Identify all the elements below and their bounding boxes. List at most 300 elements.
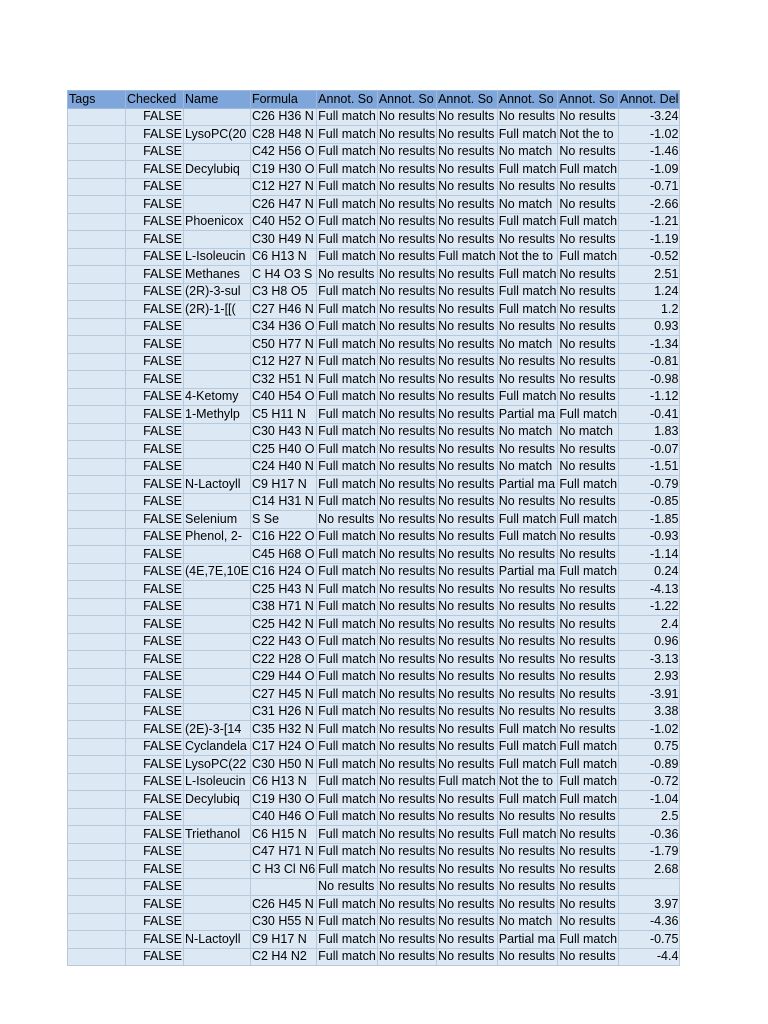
annot-source-3-cell[interactable]: No results <box>437 143 498 161</box>
header-annot-source-1[interactable]: Annot. So <box>317 91 378 109</box>
annot-source-1-cell[interactable]: Full match <box>317 318 378 336</box>
checked-cell[interactable]: FALSE <box>126 178 184 196</box>
annot-source-2-cell[interactable]: No results <box>377 703 436 721</box>
name-cell[interactable]: Methanes <box>184 266 251 284</box>
annot-source-5-cell[interactable]: No results <box>558 616 619 634</box>
name-cell[interactable]: 1-Methylp <box>184 406 251 424</box>
annot-delta-cell[interactable]: 0.24 <box>619 563 680 581</box>
tags-cell[interactable] <box>68 703 126 721</box>
checked-cell[interactable]: FALSE <box>126 826 184 844</box>
annot-source-1-cell[interactable]: No results <box>317 878 378 896</box>
annot-source-2-cell[interactable]: No results <box>377 598 436 616</box>
checked-cell[interactable]: FALSE <box>126 913 184 931</box>
annot-source-5-cell[interactable]: Full match <box>558 756 619 774</box>
annot-source-4-cell[interactable]: No results <box>497 353 558 371</box>
annot-source-5-cell[interactable]: No results <box>558 826 619 844</box>
checked-cell[interactable]: FALSE <box>126 353 184 371</box>
tags-cell[interactable] <box>68 458 126 476</box>
annot-source-2-cell[interactable]: No results <box>377 441 436 459</box>
tags-cell[interactable] <box>68 668 126 686</box>
checked-cell[interactable]: FALSE <box>126 703 184 721</box>
annot-source-1-cell[interactable]: Full match <box>317 423 378 441</box>
annot-source-3-cell[interactable]: No results <box>437 528 498 546</box>
formula-cell[interactable]: C27 H45 N <box>250 686 316 704</box>
name-cell[interactable] <box>184 108 251 126</box>
annot-source-1-cell[interactable]: Full match <box>317 406 378 424</box>
annot-source-1-cell[interactable]: Full match <box>317 528 378 546</box>
formula-cell[interactable]: C40 H54 O <box>250 388 316 406</box>
annot-source-5-cell[interactable]: No results <box>558 861 619 879</box>
annot-source-2-cell[interactable]: No results <box>377 948 436 966</box>
annot-delta-cell[interactable]: 3.38 <box>619 703 680 721</box>
annot-source-5-cell[interactable]: Full match <box>558 406 619 424</box>
name-cell[interactable] <box>184 668 251 686</box>
annot-source-2-cell[interactable]: No results <box>377 161 436 179</box>
annot-source-1-cell[interactable]: Full match <box>317 143 378 161</box>
annot-source-1-cell[interactable]: Full match <box>317 668 378 686</box>
annot-source-5-cell[interactable]: No results <box>558 441 619 459</box>
checked-cell[interactable]: FALSE <box>126 458 184 476</box>
tags-cell[interactable] <box>68 738 126 756</box>
annot-delta-cell[interactable]: -0.75 <box>619 931 680 949</box>
name-cell[interactable] <box>184 493 251 511</box>
formula-cell[interactable]: C30 H49 N <box>250 231 316 249</box>
formula-cell[interactable]: C26 H47 N <box>250 196 316 214</box>
checked-cell[interactable]: FALSE <box>126 931 184 949</box>
checked-cell[interactable]: FALSE <box>126 143 184 161</box>
name-cell[interactable] <box>184 948 251 966</box>
checked-cell[interactable]: FALSE <box>126 248 184 266</box>
name-cell[interactable] <box>184 143 251 161</box>
annot-source-3-cell[interactable]: No results <box>437 598 498 616</box>
annot-delta-cell[interactable]: -0.36 <box>619 826 680 844</box>
name-cell[interactable] <box>184 318 251 336</box>
checked-cell[interactable]: FALSE <box>126 598 184 616</box>
formula-cell[interactable]: C34 H36 O <box>250 318 316 336</box>
annot-source-1-cell[interactable]: Full match <box>317 353 378 371</box>
annot-source-4-cell[interactable]: Full match <box>497 826 558 844</box>
annot-source-2-cell[interactable]: No results <box>377 616 436 634</box>
annot-source-2-cell[interactable]: No results <box>377 196 436 214</box>
annot-delta-cell[interactable]: 2.5 <box>619 808 680 826</box>
annot-delta-cell[interactable]: -0.41 <box>619 406 680 424</box>
annot-source-3-cell[interactable]: No results <box>437 371 498 389</box>
annot-source-4-cell[interactable]: No results <box>497 633 558 651</box>
checked-cell[interactable]: FALSE <box>126 126 184 144</box>
checked-cell[interactable]: FALSE <box>126 808 184 826</box>
formula-cell[interactable]: C25 H42 N <box>250 616 316 634</box>
annot-source-1-cell[interactable]: Full match <box>317 721 378 739</box>
annot-source-4-cell[interactable]: No match <box>497 913 558 931</box>
annot-source-4-cell[interactable]: No results <box>497 808 558 826</box>
formula-cell[interactable]: C40 H52 O <box>250 213 316 231</box>
annot-source-2-cell[interactable]: No results <box>377 738 436 756</box>
tags-cell[interactable] <box>68 213 126 231</box>
formula-cell[interactable]: C25 H43 N <box>250 581 316 599</box>
annot-source-3-cell[interactable]: No results <box>437 441 498 459</box>
name-cell[interactable] <box>184 896 251 914</box>
annot-source-2-cell[interactable]: No results <box>377 231 436 249</box>
checked-cell[interactable]: FALSE <box>126 668 184 686</box>
formula-cell[interactable]: C50 H77 N <box>250 336 316 354</box>
formula-cell[interactable]: C6 H15 N <box>250 826 316 844</box>
name-cell[interactable]: LysoPC(20 <box>184 126 251 144</box>
name-cell[interactable] <box>184 196 251 214</box>
annot-source-3-cell[interactable]: No results <box>437 791 498 809</box>
annot-delta-cell[interactable]: -3.24 <box>619 108 680 126</box>
annot-source-3-cell[interactable]: No results <box>437 353 498 371</box>
annot-source-5-cell[interactable]: No results <box>558 353 619 371</box>
tags-cell[interactable] <box>68 843 126 861</box>
annot-delta-cell[interactable]: -4.4 <box>619 948 680 966</box>
name-cell[interactable] <box>184 878 251 896</box>
annot-source-3-cell[interactable]: Full match <box>437 773 498 791</box>
annot-source-2-cell[interactable]: No results <box>377 126 436 144</box>
annot-source-4-cell[interactable]: Full match <box>497 266 558 284</box>
annot-delta-cell[interactable]: -1.34 <box>619 336 680 354</box>
annot-source-5-cell[interactable]: Full match <box>558 161 619 179</box>
name-cell[interactable] <box>184 546 251 564</box>
annot-source-3-cell[interactable]: No results <box>437 161 498 179</box>
checked-cell[interactable]: FALSE <box>126 651 184 669</box>
annot-source-5-cell[interactable]: No results <box>558 598 619 616</box>
checked-cell[interactable]: FALSE <box>126 476 184 494</box>
annot-source-1-cell[interactable]: Full match <box>317 598 378 616</box>
annot-source-3-cell[interactable]: No results <box>437 878 498 896</box>
tags-cell[interactable] <box>68 563 126 581</box>
checked-cell[interactable]: FALSE <box>126 878 184 896</box>
annot-source-4-cell[interactable]: Partial ma <box>497 563 558 581</box>
annot-source-3-cell[interactable]: No results <box>437 738 498 756</box>
annot-source-2-cell[interactable]: No results <box>377 406 436 424</box>
formula-cell[interactable]: C6 H13 N <box>250 248 316 266</box>
name-cell[interactable] <box>184 178 251 196</box>
annot-source-4-cell[interactable]: No results <box>497 441 558 459</box>
annot-source-4-cell[interactable]: Partial ma <box>497 476 558 494</box>
annot-source-1-cell[interactable]: Full match <box>317 738 378 756</box>
formula-cell[interactable]: C H3 Cl N6 <box>250 861 316 879</box>
formula-cell[interactable]: C6 H13 N <box>250 773 316 791</box>
annot-source-1-cell[interactable]: Full match <box>317 651 378 669</box>
tags-cell[interactable] <box>68 178 126 196</box>
annot-source-3-cell[interactable]: No results <box>437 546 498 564</box>
annot-source-5-cell[interactable]: No results <box>558 388 619 406</box>
annot-source-2-cell[interactable]: No results <box>377 896 436 914</box>
annot-source-4-cell[interactable]: No results <box>497 651 558 669</box>
tags-cell[interactable] <box>68 423 126 441</box>
formula-cell[interactable]: C19 H30 O <box>250 791 316 809</box>
annot-delta-cell[interactable]: -0.81 <box>619 353 680 371</box>
annot-source-4-cell[interactable]: Full match <box>497 721 558 739</box>
annot-source-3-cell[interactable]: No results <box>437 388 498 406</box>
annot-source-4-cell[interactable]: No results <box>497 108 558 126</box>
annot-delta-cell[interactable]: 1.24 <box>619 283 680 301</box>
annot-source-3-cell[interactable]: No results <box>437 948 498 966</box>
annot-delta-cell[interactable]: -4.36 <box>619 913 680 931</box>
annot-source-4-cell[interactable]: No results <box>497 843 558 861</box>
annot-source-2-cell[interactable]: No results <box>377 826 436 844</box>
annot-source-3-cell[interactable]: No results <box>437 826 498 844</box>
formula-cell[interactable]: C12 H27 N <box>250 353 316 371</box>
annot-source-2-cell[interactable]: No results <box>377 108 436 126</box>
tags-cell[interactable] <box>68 126 126 144</box>
annot-delta-cell[interactable]: -1.19 <box>619 231 680 249</box>
checked-cell[interactable]: FALSE <box>126 791 184 809</box>
annot-source-2-cell[interactable]: No results <box>377 878 436 896</box>
tags-cell[interactable] <box>68 721 126 739</box>
annot-source-5-cell[interactable]: Full match <box>558 563 619 581</box>
annot-delta-cell[interactable]: 0.93 <box>619 318 680 336</box>
annot-source-2-cell[interactable]: No results <box>377 336 436 354</box>
name-cell[interactable]: Cyclandela <box>184 738 251 756</box>
annot-source-5-cell[interactable]: No results <box>558 283 619 301</box>
annot-source-5-cell[interactable]: No results <box>558 581 619 599</box>
annot-source-5-cell[interactable]: No results <box>558 668 619 686</box>
name-cell[interactable] <box>184 913 251 931</box>
annot-source-4-cell[interactable]: No results <box>497 896 558 914</box>
annot-source-5-cell[interactable]: No results <box>558 843 619 861</box>
annot-source-1-cell[interactable]: Full match <box>317 843 378 861</box>
tags-cell[interactable] <box>68 108 126 126</box>
annot-source-5-cell[interactable]: No results <box>558 493 619 511</box>
annot-source-5-cell[interactable]: No results <box>558 178 619 196</box>
annot-source-3-cell[interactable]: No results <box>437 213 498 231</box>
formula-cell[interactable]: C28 H48 N <box>250 126 316 144</box>
annot-source-4-cell[interactable]: No results <box>497 546 558 564</box>
annot-source-5-cell[interactable]: Full match <box>558 248 619 266</box>
formula-cell[interactable]: C2 H4 N2 <box>250 948 316 966</box>
annot-source-4-cell[interactable]: No results <box>497 616 558 634</box>
annot-source-1-cell[interactable]: Full match <box>317 388 378 406</box>
annot-source-4-cell[interactable]: No results <box>497 861 558 879</box>
annot-source-1-cell[interactable]: Full match <box>317 196 378 214</box>
tags-cell[interactable] <box>68 616 126 634</box>
annot-source-2-cell[interactable]: No results <box>377 931 436 949</box>
annot-source-4-cell[interactable]: No results <box>497 371 558 389</box>
annot-source-1-cell[interactable]: Full match <box>317 861 378 879</box>
annot-source-2-cell[interactable]: No results <box>377 808 436 826</box>
annot-source-3-cell[interactable]: No results <box>437 283 498 301</box>
tags-cell[interactable] <box>68 581 126 599</box>
annot-source-1-cell[interactable]: Full match <box>317 371 378 389</box>
checked-cell[interactable]: FALSE <box>126 318 184 336</box>
annot-source-4-cell[interactable]: No match <box>497 423 558 441</box>
annot-source-5-cell[interactable]: No results <box>558 948 619 966</box>
annot-delta-cell[interactable]: 2.51 <box>619 266 680 284</box>
header-checked[interactable]: Checked <box>126 91 184 109</box>
annot-source-5-cell[interactable]: No results <box>558 231 619 249</box>
name-cell[interactable] <box>184 651 251 669</box>
annot-source-1-cell[interactable]: Full match <box>317 301 378 319</box>
annot-source-4-cell[interactable]: No results <box>497 668 558 686</box>
annot-source-3-cell[interactable]: No results <box>437 861 498 879</box>
tags-cell[interactable] <box>68 826 126 844</box>
annot-source-1-cell[interactable]: Full match <box>317 493 378 511</box>
annot-delta-cell[interactable]: 1.83 <box>619 423 680 441</box>
checked-cell[interactable]: FALSE <box>126 511 184 529</box>
annot-source-2-cell[interactable]: No results <box>377 721 436 739</box>
formula-cell[interactable]: C29 H44 O <box>250 668 316 686</box>
name-cell[interactable] <box>184 441 251 459</box>
annot-source-3-cell[interactable]: No results <box>437 896 498 914</box>
annot-source-4-cell[interactable]: No results <box>497 178 558 196</box>
checked-cell[interactable]: FALSE <box>126 108 184 126</box>
annot-source-5-cell[interactable]: Full match <box>558 791 619 809</box>
header-annot-source-4[interactable]: Annot. So <box>497 91 558 109</box>
checked-cell[interactable]: FALSE <box>126 423 184 441</box>
annot-source-5-cell[interactable]: No results <box>558 266 619 284</box>
annot-source-3-cell[interactable]: No results <box>437 581 498 599</box>
annot-source-1-cell[interactable]: Full match <box>317 913 378 931</box>
annot-source-1-cell[interactable]: Full match <box>317 948 378 966</box>
annot-source-4-cell[interactable]: Partial ma <box>497 406 558 424</box>
checked-cell[interactable]: FALSE <box>126 528 184 546</box>
annot-source-4-cell[interactable]: Not the to <box>497 773 558 791</box>
annot-source-3-cell[interactable]: No results <box>437 616 498 634</box>
header-annot-delta[interactable]: Annot. Del <box>619 91 680 109</box>
annot-source-5-cell[interactable]: No results <box>558 633 619 651</box>
annot-source-3-cell[interactable]: No results <box>437 178 498 196</box>
annot-delta-cell[interactable]: 2.68 <box>619 861 680 879</box>
annot-source-1-cell[interactable]: Full match <box>317 791 378 809</box>
annot-source-5-cell[interactable]: No results <box>558 196 619 214</box>
annot-source-2-cell[interactable]: No results <box>377 476 436 494</box>
annot-source-1-cell[interactable]: Full match <box>317 231 378 249</box>
annot-source-5-cell[interactable]: Full match <box>558 511 619 529</box>
formula-cell[interactable]: C24 H40 N <box>250 458 316 476</box>
annot-source-2-cell[interactable]: No results <box>377 493 436 511</box>
tags-cell[interactable] <box>68 388 126 406</box>
annot-source-3-cell[interactable]: No results <box>437 563 498 581</box>
annot-source-3-cell[interactable]: No results <box>437 633 498 651</box>
tags-cell[interactable] <box>68 301 126 319</box>
tags-cell[interactable] <box>68 371 126 389</box>
annot-source-3-cell[interactable]: No results <box>437 336 498 354</box>
annot-source-5-cell[interactable]: No results <box>558 913 619 931</box>
annot-source-1-cell[interactable]: Full match <box>317 476 378 494</box>
annot-source-3-cell[interactable]: No results <box>437 196 498 214</box>
name-cell[interactable]: Phoenicox <box>184 213 251 231</box>
annot-source-4-cell[interactable]: Full match <box>497 528 558 546</box>
checked-cell[interactable]: FALSE <box>126 213 184 231</box>
name-cell[interactable] <box>184 633 251 651</box>
checked-cell[interactable]: FALSE <box>126 773 184 791</box>
annot-source-1-cell[interactable]: Full match <box>317 441 378 459</box>
annot-source-3-cell[interactable]: No results <box>437 756 498 774</box>
name-cell[interactable] <box>184 336 251 354</box>
annot-delta-cell[interactable]: 3.97 <box>619 896 680 914</box>
annot-source-1-cell[interactable]: Full match <box>317 773 378 791</box>
annot-source-5-cell[interactable]: No results <box>558 808 619 826</box>
tags-cell[interactable] <box>68 791 126 809</box>
annot-source-1-cell[interactable]: Full match <box>317 213 378 231</box>
name-cell[interactable] <box>184 598 251 616</box>
checked-cell[interactable]: FALSE <box>126 616 184 634</box>
annot-delta-cell[interactable]: -0.98 <box>619 371 680 389</box>
annot-delta-cell[interactable]: -1.85 <box>619 511 680 529</box>
formula-cell[interactable]: C14 H31 N <box>250 493 316 511</box>
annot-source-2-cell[interactable]: No results <box>377 668 436 686</box>
annot-source-2-cell[interactable]: No results <box>377 248 436 266</box>
annot-delta-cell[interactable]: -1.79 <box>619 843 680 861</box>
annot-source-3-cell[interactable]: No results <box>437 266 498 284</box>
tags-cell[interactable] <box>68 441 126 459</box>
tags-cell[interactable] <box>68 406 126 424</box>
annot-delta-cell[interactable]: -3.91 <box>619 686 680 704</box>
name-cell[interactable]: (2R)-1-[[( <box>184 301 251 319</box>
annot-delta-cell[interactable] <box>619 878 680 896</box>
annot-source-5-cell[interactable]: No results <box>558 108 619 126</box>
annot-source-4-cell[interactable]: No results <box>497 493 558 511</box>
name-cell[interactable] <box>184 616 251 634</box>
formula-cell[interactable]: C9 H17 N <box>250 931 316 949</box>
name-cell[interactable] <box>184 808 251 826</box>
annot-source-1-cell[interactable]: No results <box>317 511 378 529</box>
formula-cell[interactable]: C30 H50 N <box>250 756 316 774</box>
checked-cell[interactable]: FALSE <box>126 371 184 389</box>
annot-source-3-cell[interactable]: No results <box>437 686 498 704</box>
annot-source-3-cell[interactable]: No results <box>437 493 498 511</box>
formula-cell[interactable]: C17 H24 O <box>250 738 316 756</box>
annot-delta-cell[interactable]: 2.93 <box>619 668 680 686</box>
tags-cell[interactable] <box>68 476 126 494</box>
annot-source-5-cell[interactable]: No results <box>558 336 619 354</box>
checked-cell[interactable]: FALSE <box>126 546 184 564</box>
name-cell[interactable]: L-Isoleucin <box>184 773 251 791</box>
tags-cell[interactable] <box>68 861 126 879</box>
annot-source-4-cell[interactable]: No results <box>497 703 558 721</box>
formula-cell[interactable]: C19 H30 O <box>250 161 316 179</box>
annot-source-1-cell[interactable]: Full match <box>317 616 378 634</box>
checked-cell[interactable]: FALSE <box>126 161 184 179</box>
annot-source-5-cell[interactable]: Full match <box>558 476 619 494</box>
annot-delta-cell[interactable]: -1.14 <box>619 546 680 564</box>
checked-cell[interactable]: FALSE <box>126 563 184 581</box>
checked-cell[interactable]: FALSE <box>126 843 184 861</box>
header-annot-source-3[interactable]: Annot. So <box>437 91 498 109</box>
annot-source-3-cell[interactable]: No results <box>437 721 498 739</box>
annot-source-5-cell[interactable]: No results <box>558 896 619 914</box>
annot-source-1-cell[interactable]: Full match <box>317 686 378 704</box>
annot-source-3-cell[interactable]: Full match <box>437 248 498 266</box>
header-formula[interactable]: Formula <box>250 91 316 109</box>
annot-source-2-cell[interactable]: No results <box>377 353 436 371</box>
annot-source-4-cell[interactable]: Full match <box>497 283 558 301</box>
name-cell[interactable] <box>184 843 251 861</box>
annot-source-1-cell[interactable]: Full match <box>317 756 378 774</box>
tags-cell[interactable] <box>68 948 126 966</box>
annot-source-5-cell[interactable]: No results <box>558 721 619 739</box>
checked-cell[interactable]: FALSE <box>126 266 184 284</box>
annot-source-4-cell[interactable]: Full match <box>497 161 558 179</box>
annot-source-5-cell[interactable]: Full match <box>558 773 619 791</box>
annot-source-1-cell[interactable]: Full match <box>317 283 378 301</box>
tags-cell[interactable] <box>68 248 126 266</box>
annot-source-5-cell[interactable]: No results <box>558 143 619 161</box>
formula-cell[interactable]: C32 H51 N <box>250 371 316 389</box>
annot-delta-cell[interactable]: -1.51 <box>619 458 680 476</box>
header-tags[interactable]: Tags <box>68 91 126 109</box>
checked-cell[interactable]: FALSE <box>126 231 184 249</box>
annot-source-4-cell[interactable]: No results <box>497 686 558 704</box>
annot-source-5-cell[interactable]: No results <box>558 458 619 476</box>
annot-delta-cell[interactable]: 2.4 <box>619 616 680 634</box>
annot-source-2-cell[interactable]: No results <box>377 388 436 406</box>
name-cell[interactable] <box>184 231 251 249</box>
annot-delta-cell[interactable]: -0.89 <box>619 756 680 774</box>
annot-source-1-cell[interactable]: Full match <box>317 581 378 599</box>
formula-cell[interactable] <box>250 878 316 896</box>
